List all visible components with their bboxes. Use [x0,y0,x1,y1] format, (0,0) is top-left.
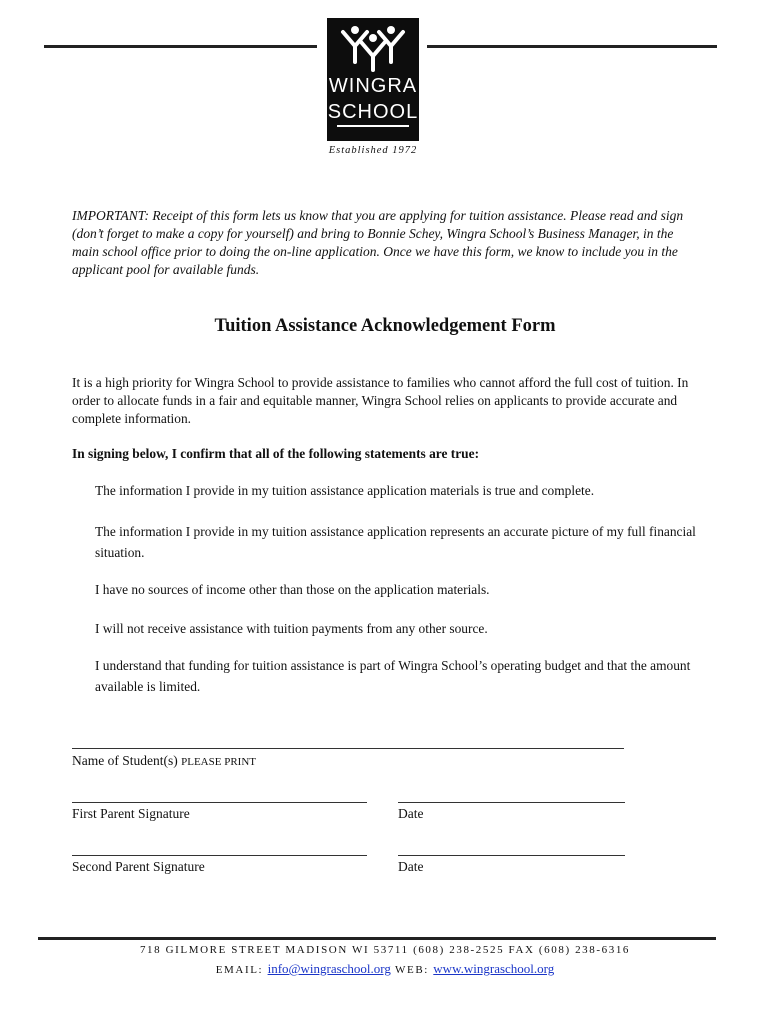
student-name-label-text: Name of Student(s) [72,753,178,768]
important-notice: IMPORTANT: Receipt of this form lets us know that you are applying for tuition assistance. Please read and sign (don’t forget to make a copy for yourself) and bring to Bonnie Schey, Wingra School’s Business Manager, in the main school office prior to doing the on-line application. Once we have this form, we know to include you in the applicant pool for available funds. [72,208,684,277]
web-link[interactable]: www.wingraschool.org [433,961,555,976]
statement-5: I understand that funding for tuition assistance is part of Wingra School’s operating budget and that the amount available is limited. [95,658,691,694]
second-date-line[interactable] [398,855,625,856]
logo-underline [337,125,409,127]
first-date-label: Date [398,806,424,821]
first-parent-signature-label: First Parent Signature [72,806,190,821]
logo-wordmark-line2: SCHOOL [327,101,419,123]
first-date-line[interactable] [398,802,625,803]
statement-3: I have no sources of income other than those on the application materials. [95,582,490,597]
footer-contact [0,961,770,977]
web-label: WEB: [395,964,429,976]
please-print-note: PLEASE PRINT [181,756,256,768]
footer-address: 718 GILMORE STREET MADISON WI 53711 (608) 238-2525 FAX (608) 238-6316 [139,944,631,956]
email-link[interactable]: info@wingraschool.org [267,961,391,976]
header-rule-left [44,45,317,48]
intro-paragraph: It is a high priority for Wingra School to provide assistance to families who cannot afford the full cost of tuition. In order to allocate funds in a fair and equitable manner, Wingra School relies on applicants to provide accurate and complete information. [72,375,689,426]
footer-rule [38,937,716,940]
statement-4: I will not receive assistance with tuition payments from any other source. [95,621,488,636]
confirm-heading: In signing below, I confirm that all of the following statements are true: [72,446,480,461]
student-name-label [72,753,256,769]
second-parent-signature-line[interactable] [72,855,367,856]
statement-2: The information I provide in my tuition assistance application represents an accurate picture of my full financial situation. [95,524,696,560]
form-title: Tuition Assistance Acknowledgement Form [214,316,556,336]
school-logo [327,18,419,141]
student-name-line[interactable] [72,748,624,749]
logo-wordmark-line1: WINGRA [328,75,418,97]
email-label: EMAIL: [215,964,264,976]
second-parent-signature-label: Second Parent Signature [72,859,205,874]
first-parent-signature-line[interactable] [72,802,367,803]
established-caption: Established 1972 [328,145,418,156]
statement-1: The information I provide in my tuition assistance application materials is true and complete. [95,483,595,498]
figures-icon [337,24,409,74]
second-date-label: Date [398,859,424,874]
header-rule-right [427,45,717,48]
